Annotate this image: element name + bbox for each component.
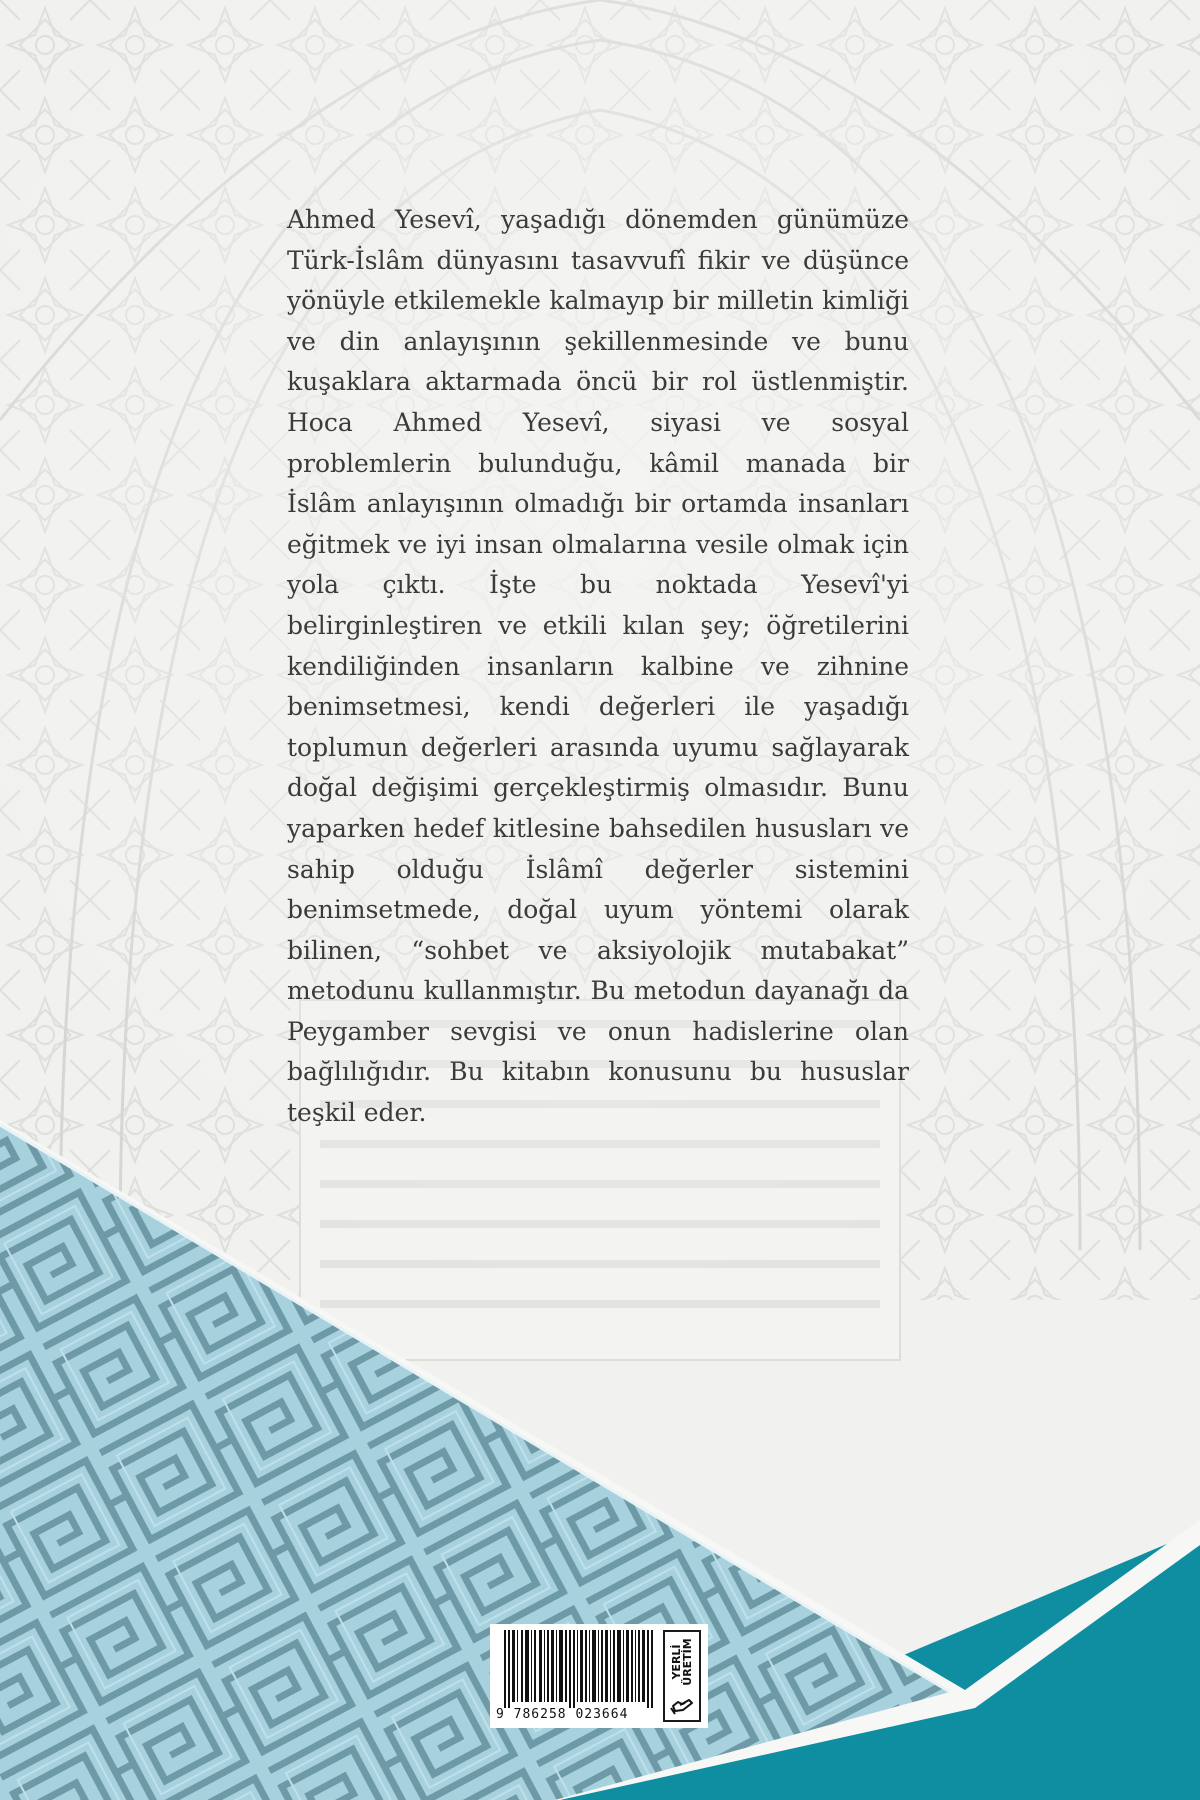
hand-icon xyxy=(669,1692,695,1718)
back-cover-blurb: Ahmed Yesevî, yaşadığı dönemden günümüze Türk-İslâm dünyasını tasavvufî fikir ve düşünce yönüyle etkilemekle kalmayıp bir milletin kimliği ve din anlayışının şekillenmesinde ve bunu kuşaklara aktarmada öncü bir rol üstlenmiştir. Hoca Ahmed Yesevî, siyasi ve sosyal problemlerin bulunduğu, kâmil manada bir İslâm anlayışının olmadığı bir ortamda insanları eğitmek ve iyi insan olmalarına vesile olmak için yola çıktı. İşte bu noktada Yesevî'yi belirginleştiren ve etkili kılan şey; öğretilerini kendiliğinden insanların kalbine ve zihnine benimsetmesi, kendi değerleri ile yaşadığı toplumun değerleri arasında uyumu sağlayarak doğal değişimi gerçekleştirmiş olmasıdır. Bunu yaparken hedef kitlesine bahsedilen hususları ve sahip olduğu İslâmî değerler sistemini benimsetmede, doğal uyum yöntemi olarak bilinen, “sohbet ve aksiyolojik mutabakat” metodunu kullanmıştır. Bu metodun dayanağı da Peygamber sevgisi ve onun hadislerine olan bağlılığıdır. Bu kitabın konusunu bu hususlar teşkil eder. xyxy=(287,205,909,1128)
badge-line-2: ÜRETİM xyxy=(681,1638,694,1686)
badge-label xyxy=(671,1638,693,1685)
badge-line-1: YERLİ xyxy=(670,1644,683,1680)
isbn-barcode xyxy=(490,1624,708,1728)
isbn-number: 9 786258 023664 xyxy=(496,1707,629,1722)
yerli-uretim-badge xyxy=(663,1630,701,1722)
